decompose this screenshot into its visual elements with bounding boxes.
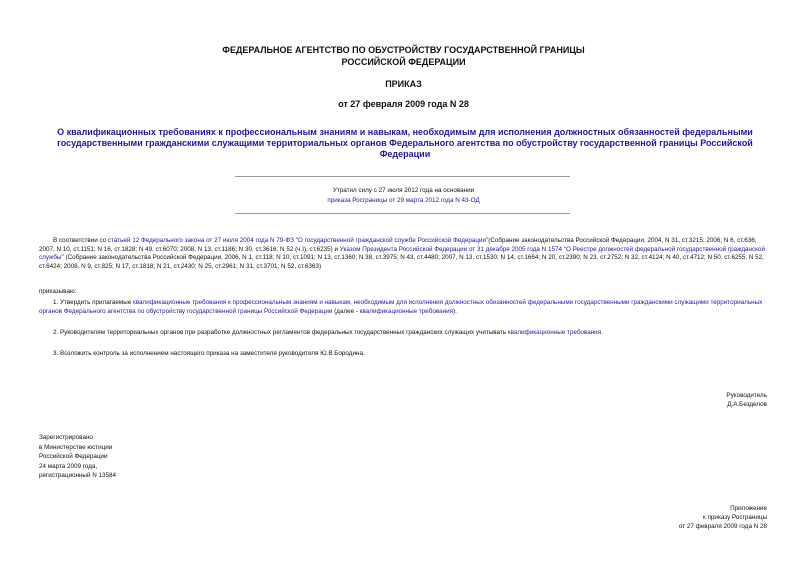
registration-block xyxy=(39,433,116,481)
appendix-line: к приказу Росграницы xyxy=(703,514,767,521)
doc-date: от 27 февраля 2009 года N 28 xyxy=(338,99,469,109)
item-1 xyxy=(39,299,774,316)
appendix-line: Приложение xyxy=(730,505,767,512)
signature-block xyxy=(726,391,767,409)
divider-bottom xyxy=(235,213,570,214)
law-article-link[interactable]: статьей 12 Федерального закона от 27 июля 2004 года N 79-ФЗ "О государственной гражданской службе Российской Федерации" xyxy=(107,237,489,244)
agency-name-line2: РОССИЙСКОЙ ФЕДЕРАЦИИ xyxy=(341,57,466,67)
signature-name: Д.А.Безделов xyxy=(727,401,767,408)
item-2 xyxy=(39,329,774,338)
appendix-block xyxy=(679,504,767,531)
item-2-text: 2. Руководителям территориальных органов при разработке должностных регламентов федеральных государственных гражданских служащих учитывать xyxy=(53,329,508,336)
registration-line: в Министерстве юстиции xyxy=(39,443,113,451)
qualification-requirements-link[interactable]: квалификационные требования к профессиональным знаниям и навыкам, необходимым для исполнения должностных обязанностей федеральными государственными гражданскими служащими территориальных органов Федерального агентства по обустройству государственной границы Российской Федерации xyxy=(39,299,763,315)
item-3: 3. Возложить контроль за исполнением настоящего приказа на заместителя руководителя Ю.В.Бородина. xyxy=(53,350,365,357)
status-line: Утратил силу с 27 июля 2012 года на основании xyxy=(332,187,475,194)
agency-name-line1: ФЕДЕРАЛЬНОЕ АГЕНТСТВО ПО ОБУСТРОЙСТВУ ГОСУДАРСТВЕННОЙ ГРАНИЦЫ xyxy=(222,45,585,55)
preamble-paragraph xyxy=(39,237,774,271)
preamble-text: В соответствии со xyxy=(53,237,108,244)
status-link[interactable]: приказа Росграницы от 29 марта 2012 года N 43-ОД xyxy=(327,197,480,204)
item-2-text: . xyxy=(601,329,603,336)
item-1-text: 1. Утвердить прилагаемые xyxy=(53,299,133,306)
appendix-line: от 27 февраля 2009 года N 28 xyxy=(678,523,767,530)
doc-type: ПРИКАЗ xyxy=(385,79,422,89)
registration-line: Зарегистрировано xyxy=(39,434,93,441)
item-2-requirements-link[interactable]: квалификационные требования xyxy=(507,329,602,336)
registration-line: Российской Федерации xyxy=(39,453,108,461)
prikazyvayu: приказываю: xyxy=(39,288,77,295)
preamble-text: (Собрание законодательства Российской Федерации, 2004, N 31, ст.3215; 2006, N 6, ст.636; 2007, N 10, ст.1151; N 16, ст.1828; N 49, ст.6070; 2008, N 13, ст.1186; N 30, ст.3616; N 52 (ч.I), ст.6235) и xyxy=(39,237,757,253)
registration-line: 24 марта 2009 года, xyxy=(39,462,98,470)
registration-line: регистрационный N 13584 xyxy=(39,472,117,480)
item-1-text: (далее - xyxy=(332,307,360,315)
qualification-requirements-short-link[interactable]: квалификационные требования xyxy=(359,307,454,315)
doc-title: О квалификационных требованиях к профессиональным знаниям и навыкам, необходимым для исполнения должностных обязанностей федеральными государственными гражданскими служащими территориальных органов Федерального агентства по обустройству государственной границы Российской Федерации xyxy=(57,127,753,159)
item-1-text: ). xyxy=(453,307,457,315)
divider-top xyxy=(235,176,570,177)
preamble-text: (Собрание законодательства Российской Федерации, 2006, N 1, ст.118; N 10, ст.1091; N 13, ст.1360; N 38, ст.3975; N 43, ст.4480; 2007, N 13, ст.1530; N 14, ст.1664; N 20, ст.2390; N 23, ст.2752; N 32, ст.4124; N 40, ст.4712; N 50, ст.6255; N 52, ст.6424; 2008, N 9, ст.825; N 17, ст.1818; N 21, ст.2430; N 25, ст.2961; N 31, ст.3701; N 52, ст.6363) xyxy=(39,254,764,270)
signature-role: Руководитель xyxy=(726,392,767,399)
presidential-decree-link[interactable]: Указом Президента Российской Федерации от 31 декабря 2005 года N 1574 "О Реестре должностей федеральной государственной гражданской службы" xyxy=(39,245,765,262)
